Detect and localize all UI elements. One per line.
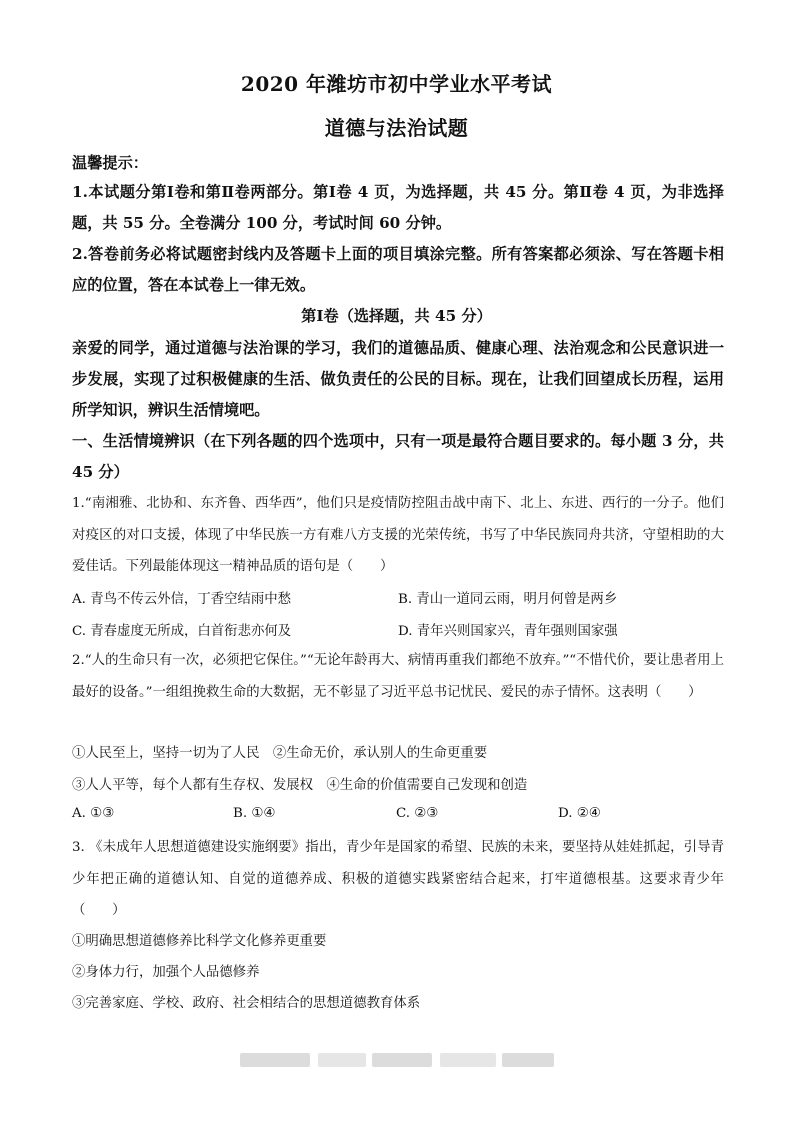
q2-option-b: B. ①④ [233, 806, 276, 821]
notice-item-1: 1.本试题分第Ⅰ卷和第Ⅱ卷两部分。第Ⅰ卷 4 页，为选择题，共 45 分。第Ⅱ卷 4 页，为非选择题，共 55 分。全卷满分 100 分，考试时间 60 分钟。 [72, 183, 724, 232]
part-heading: 一、生活情境辨识（在下列各题的四个选项中，只有一项是最符合题目要求的。每小题 3 分，共 45 分） [72, 432, 724, 481]
q3-statement-line-1: ①明确思想道德修养比科学文化修养更重要 [72, 934, 327, 949]
q3-statement-line-3: ③完善家庭、学校、政府、社会相结合的思想道德教育体系 [72, 996, 421, 1011]
q2-option-d: D. ②④ [558, 806, 601, 821]
notice-item-2: 2.答卷前务必将试题密封线内及答题卡上面的项目填涂完整。所有答案都必须涂、写在答题卡相应的位置，答在本试卷上一律无效。 [72, 245, 724, 294]
q2-option-c: C. ②③ [396, 806, 439, 821]
question-3-stem: 3. 《未成年人思想道德建设实施纲要》指出，青少年是国家的希望、民族的未来，要坚持从娃娃抓起，引导青少年把正确的道德认知、自觉的道德养成、积极的道德实践紧密结合起来，打牢道德根基。这要求青少年（ ） [72, 840, 724, 918]
notice-heading: 温馨提示： [72, 154, 148, 172]
question-2-stem: 2.“人的生命只有一次，必须把它保住。”“无论年龄再大、病情再重我们都绝不放弃。”“不惜代价，要让患者用上最好的设备。”一组组挽救生命的大数据，无不彰显了习近平总书记忧民、爱民的赤子情怀。这表明（ ） [72, 653, 724, 700]
section-heading: 第Ⅰ卷（选择题，共 45 分） [301, 307, 492, 325]
q1-option-c: C. 青春虚度无所成，白首衔悲亦何及 [72, 624, 292, 639]
q1-option-a: A. 青鸟不传云外信，丁香空结雨中愁 [72, 592, 292, 607]
section-intro: 亲爱的同学，通过道德与法治课的学习，我们的道德品质、健康心理、法治观念和公民意识进一步发展，实现了过积极健康的生活、做负责任的公民的目标。现在，让我们回望成长历程，运用所学知识，辨识生活情境吧。 [72, 339, 724, 419]
q3-statement-line-2: ②身体力行，加强个人品德修养 [72, 965, 260, 980]
q2-statement-line-2: ③人人平等，每个人都有生存权、发展权 ④生命的价值需要自己发现和创造 [72, 778, 528, 793]
exam-subtitle: 道德与法治试题 [324, 116, 469, 140]
question-1-stem: 1.“南湘雅、北协和、东齐鲁、西华西”，他们只是疫情防控阻击战中南下、北上、东进、西行的一分子。他们对疫区的对口支援，体现了中华民族一方有难八方支援的光荣传统，书写了中华民族同舟共济，守望相助的大爱佳话。下列最能体现这一精神品质的语句是（ ） [72, 496, 724, 574]
exam-title: 2020 年潍坊市初中学业水平考试 [240, 72, 553, 96]
q1-option-d: D. 青年兴则国家兴，青年强则国家强 [398, 624, 618, 639]
q2-option-a: A. ①③ [72, 806, 115, 821]
q2-statement-line-1: ①人民至上，坚持一切为了人民 ②生命无价，承认别人的生命更重要 [72, 746, 488, 761]
q1-option-b: B. 青山一道同云雨，明月何曾是两乡 [398, 592, 618, 607]
